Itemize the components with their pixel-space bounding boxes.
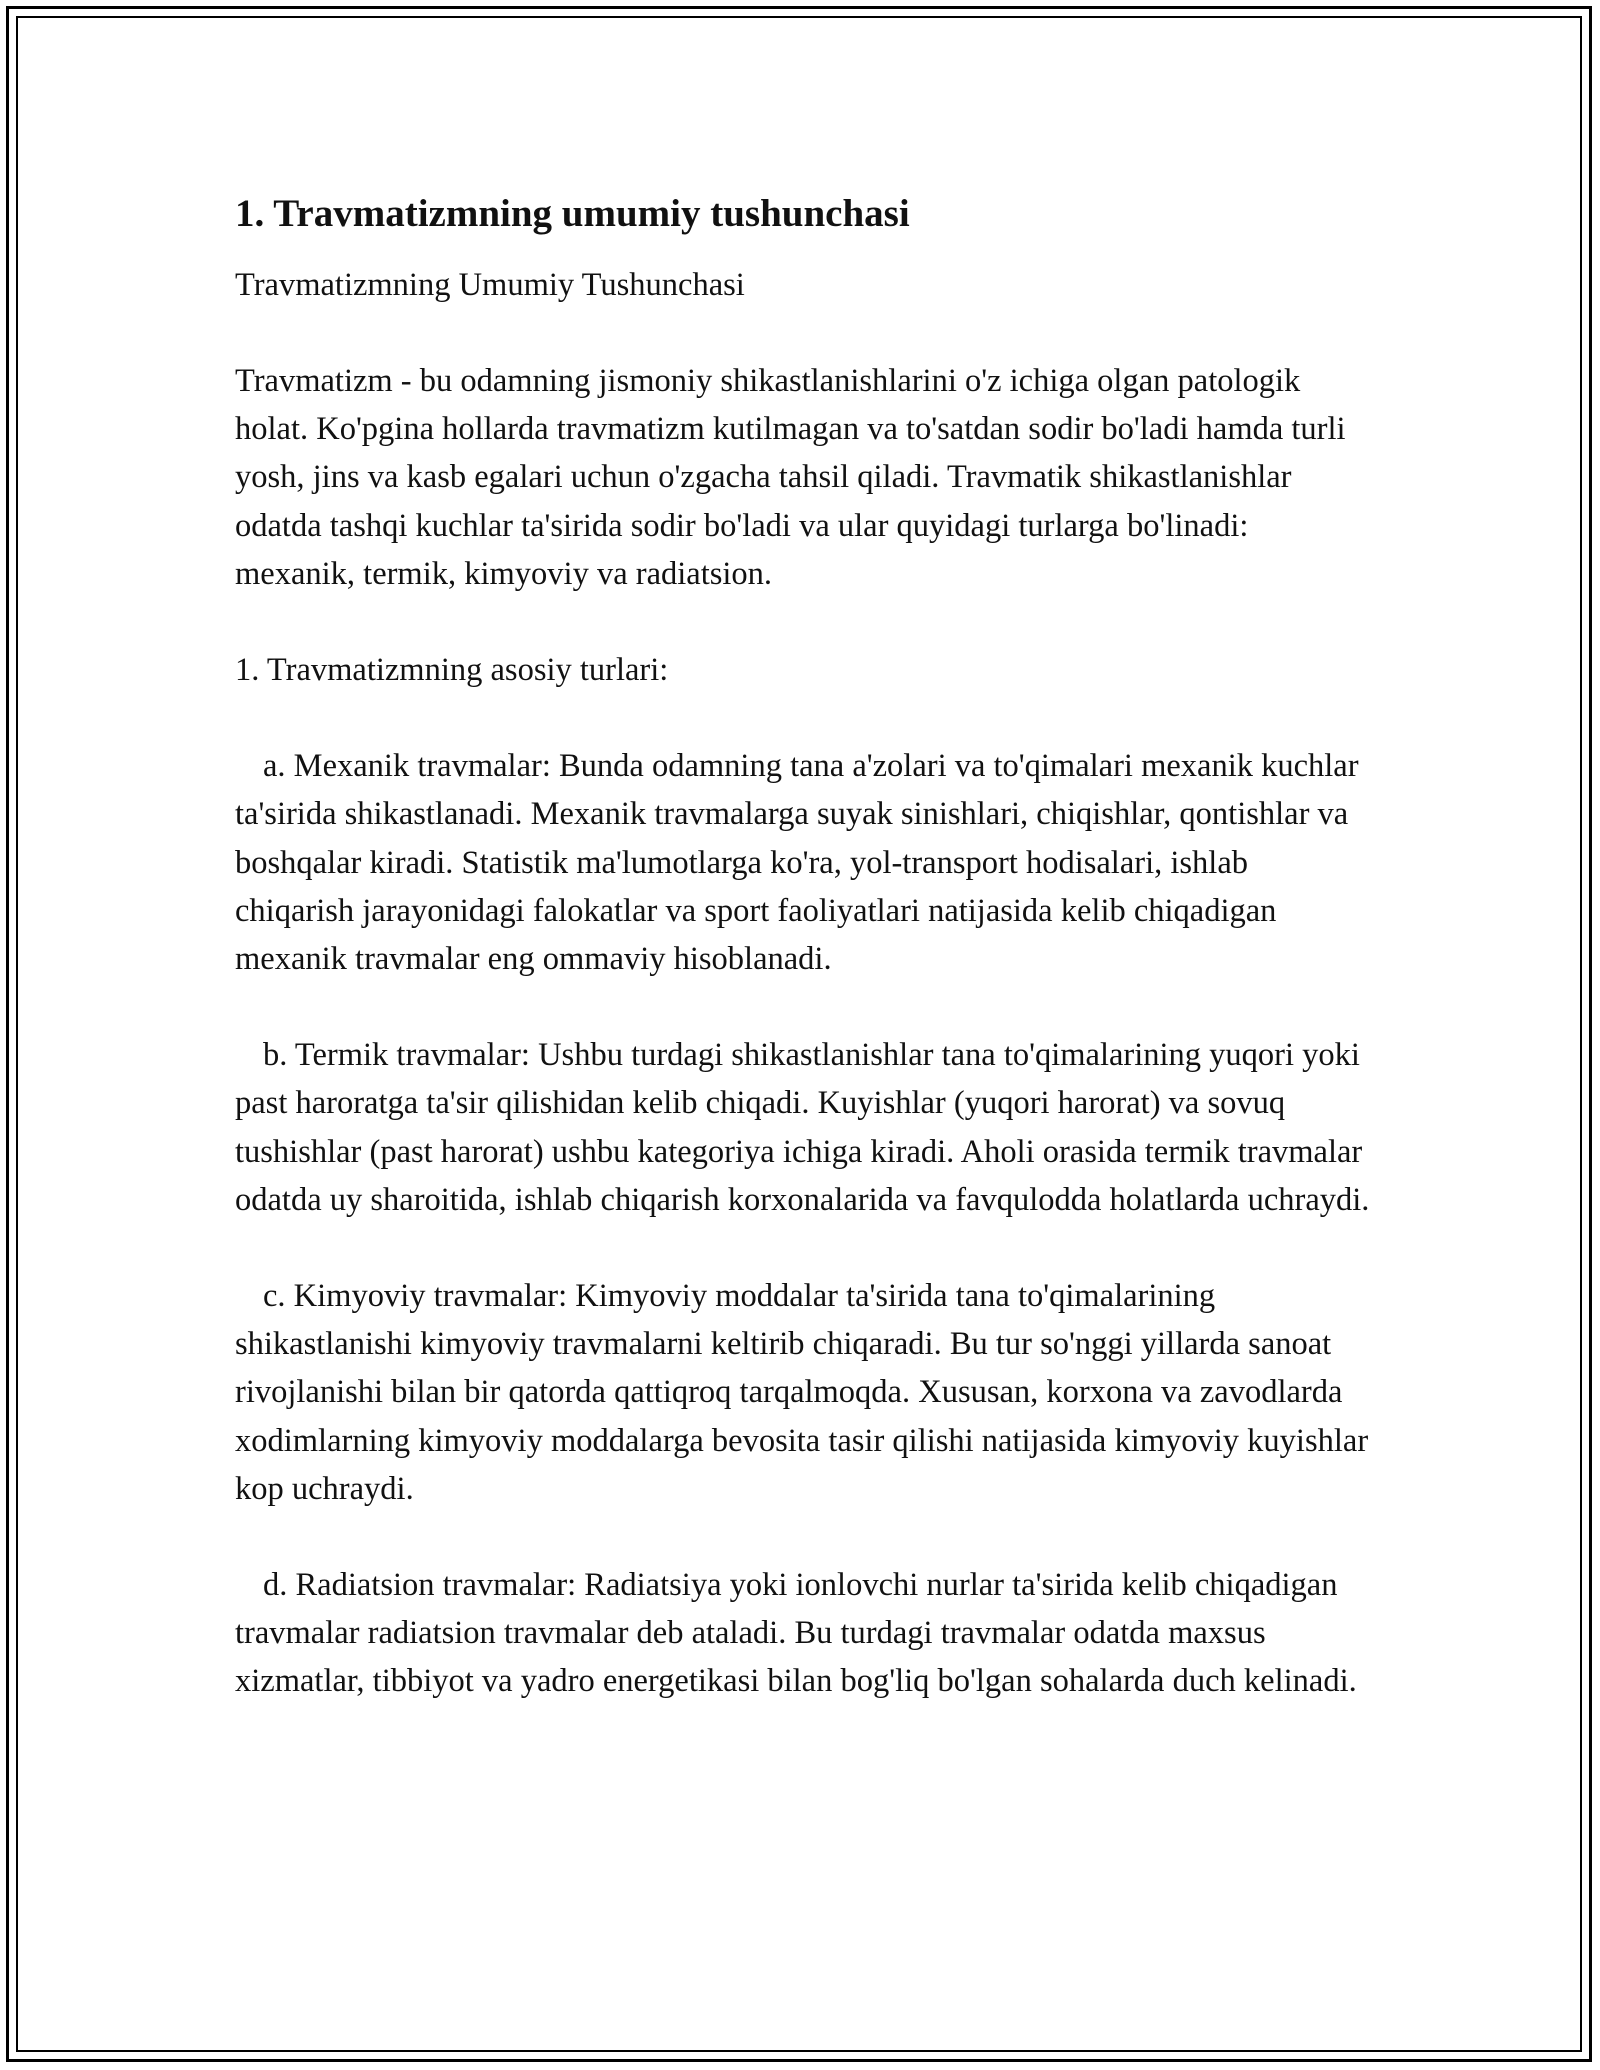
list-item-chemical: c. Kimyoviy travmalar: Kimyoviy moddalar ta'sirida tana to'qimalarining shikastlanishi kimyoviy travmalarni keltirib chiqaradi. Bu tur so'nggi yillarda sanoat rivojlanishi bilan bir qatorda qattiqroq tarqalmoqda. Xususan, korxona va zavodlarda xodimlarning kimyoviy moddalarga bevosita tasir qilishi natijasida kimyoviy kuyishlar kop uchraydi. xyxy=(235,1278,1377,1507)
list-item-radiation: d. Radiatsion travmalar: Radiatsiya yoki ionlovchi nurlar ta'sirida kelib chiqadigan travmalar radiatsion travmalar deb ataladi. Bu turdagi travmalar odatda maxsus xizmatlar, tibbiyot va yadro energetikasi bilan bog'liq bo'lgan sohalarda duch kelinadi. xyxy=(235,1567,1357,1700)
intro-paragraph: Travmatizm - bu odamning jismoniy shikastlanishlarini o'z ichiga olgan patologik holat. Ko'pgina hollarda travmatizm kutilmagan va to'satdan sodir bo'ladi hamda turli yosh, jins va kasb egalari uchun o'zgacha tahsil qiladi. Travmatik shikastlanishlar odatda tashqi kuchlar ta'sirida sodir bo'ladi va ular quyidagi turlarga bo'linadi: mexanik, termik, kimyoviy va radiatsion. xyxy=(235,363,1354,592)
document-body xyxy=(235,188,1375,1706)
list-item-mechanical: a. Mexanik travmalar: Bunda odamning tana a'zolari va to'qimalari mexanik kuchlar ta'sirida shikastlanadi. Mexanik travmalarga suyak sinishlari, chiqishlar, qontishlar va boshqalar kiradi. Statistik ma'lumotlarga ko'ra, yol-transport hodisalari, ishlab chiqarish jarayonidagi falokatlar va sport faoliyatlari natijasida kelib chiqadigan mexanik travmalar eng ommaviy hisoblanadi. xyxy=(235,748,1367,978)
section-heading: 1. Travmatizmning umumiy tushunchasi xyxy=(235,192,910,235)
list-item-thermal: b. Termik travmalar: Ushbu turdagi shikastlanishlar tana to'qimalarining yuqori yoki past haroratga ta'sir qilishidan kelib chiqadi. Kuyishlar (yuqori harorat) va sovuq tushishlar (past harorat) ushbu kategoriya ichiga kiradi. Aholi orasida termik travmalar odatda uy sharoitida, ishlab chiqarish korxonalarida va favqulodda holatlarda uchraydi. xyxy=(235,1037,1371,1218)
section-subtitle: Travmatizmning Umumiy Tushunchasi xyxy=(235,267,745,303)
list-title: 1. Travmatizmning asosiy turlari: xyxy=(235,652,669,689)
